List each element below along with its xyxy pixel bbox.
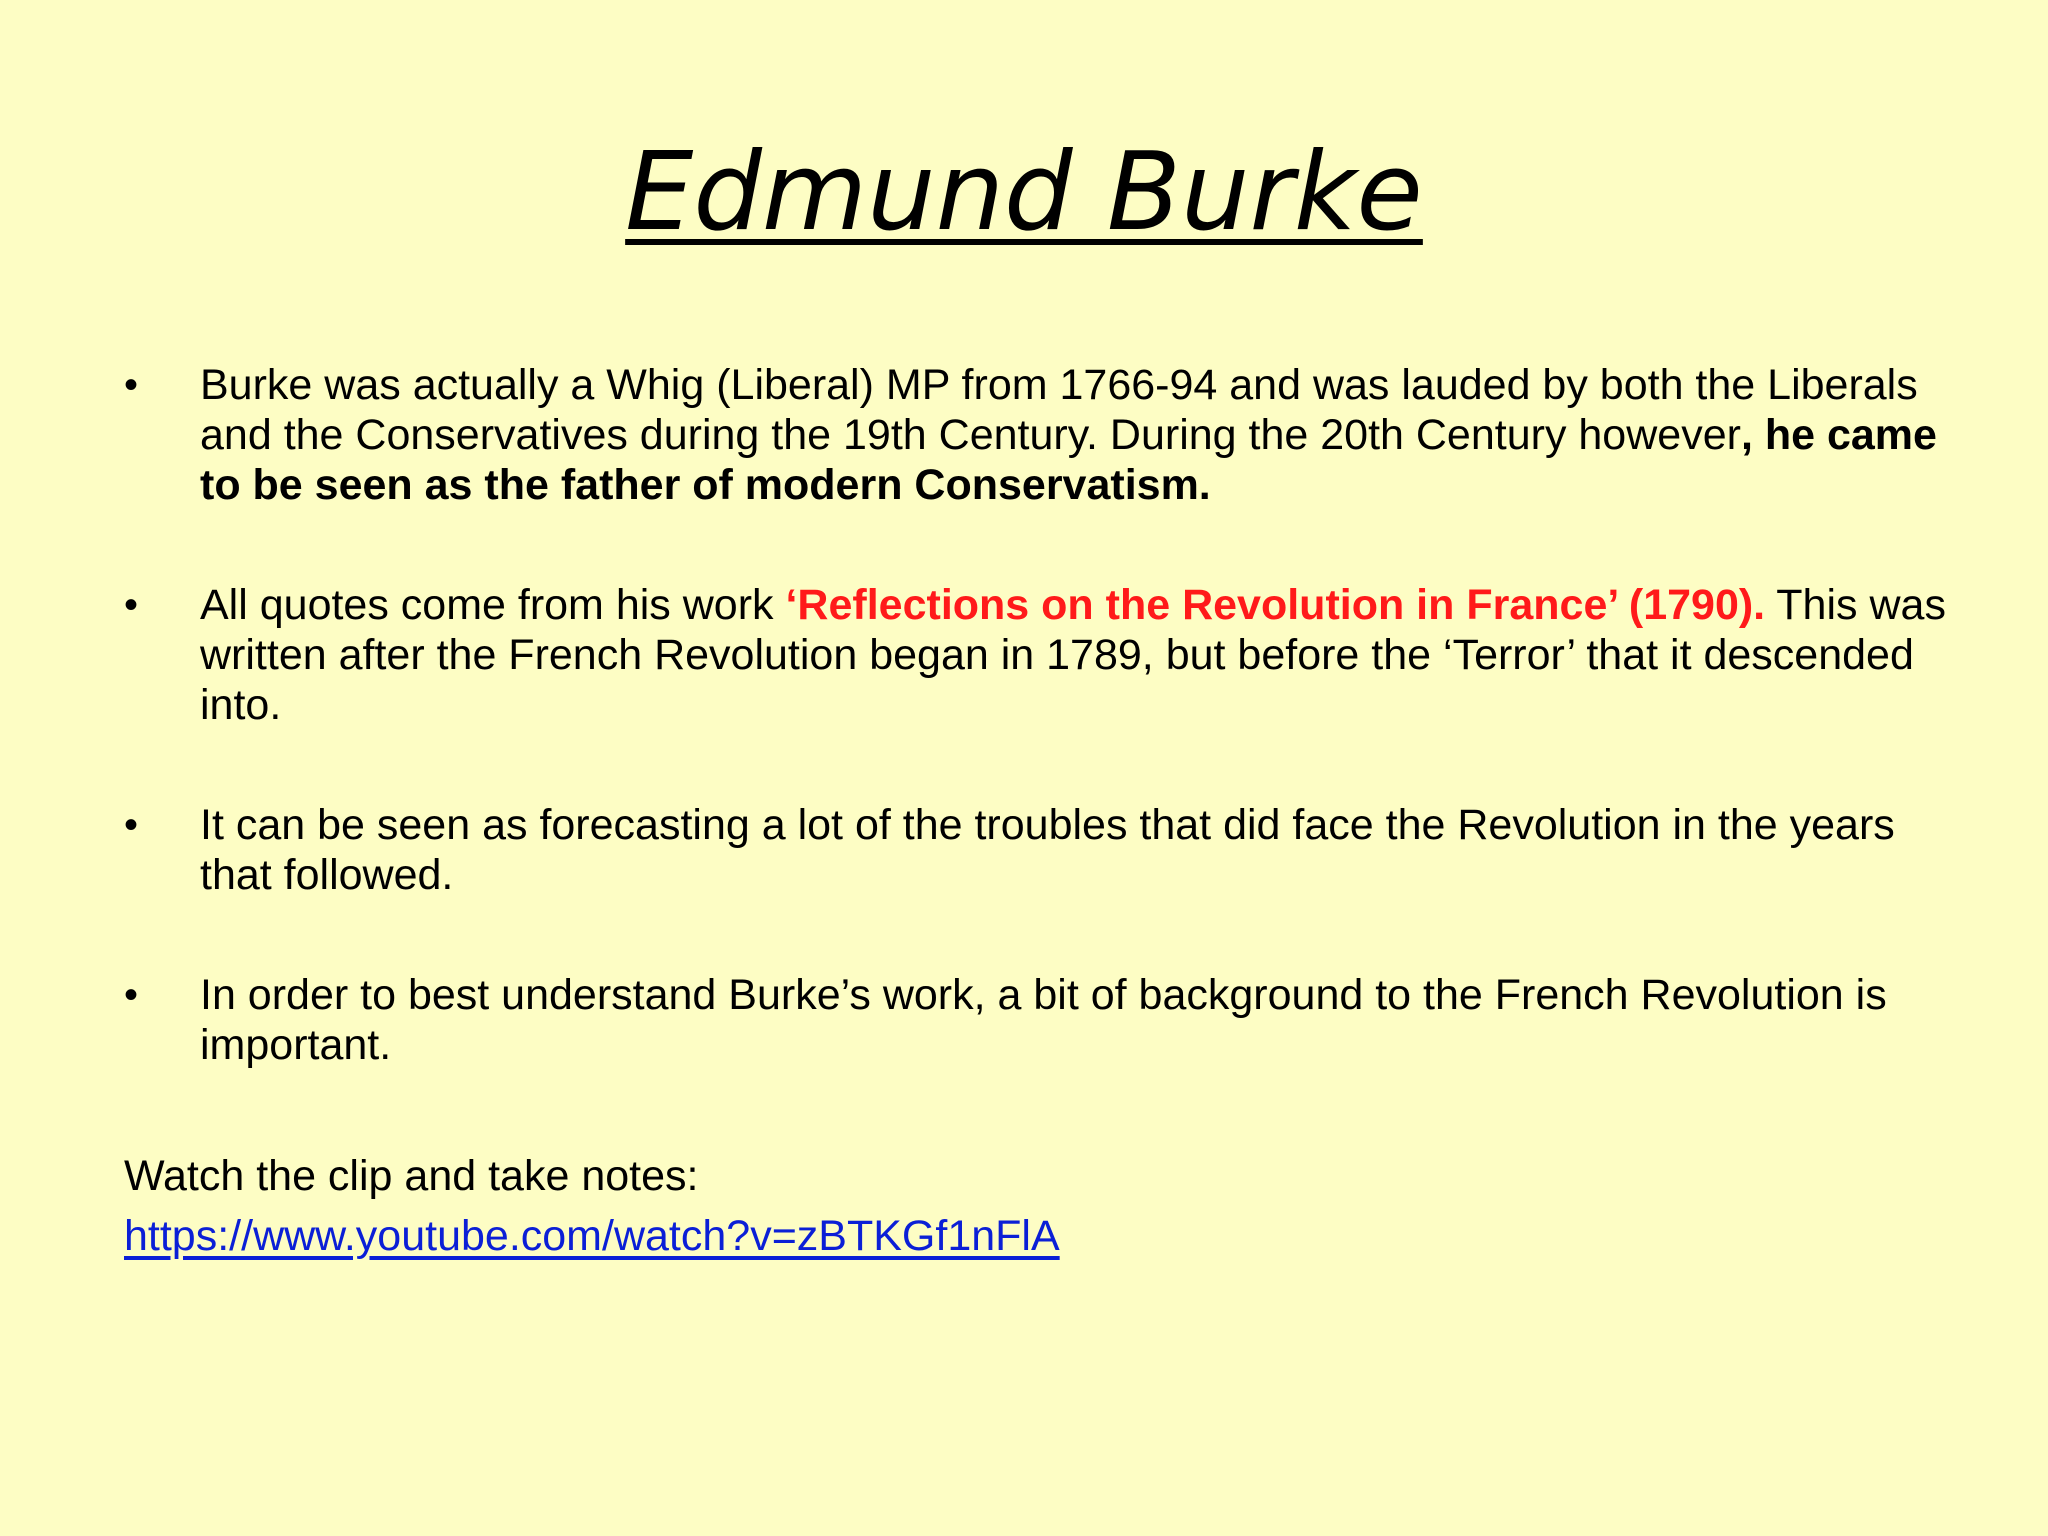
work-title-highlight: ‘Reflections on the Revolution in France’ (1790). bbox=[785, 581, 1766, 629]
bullet-item bbox=[120, 800, 1950, 900]
bullet-text: In order to best understand Burke’s work, a bit of background to the French Revolution is important. bbox=[200, 971, 1887, 1069]
youtube-link[interactable]: https://www.youtube.com/watch?v=zBTKGf1nFlA bbox=[124, 1212, 1060, 1260]
bullet-icon: • bbox=[124, 973, 139, 1017]
bullet-icon: • bbox=[124, 583, 139, 627]
bullet-list bbox=[120, 360, 1950, 1070]
bullet-text: It can be seen as forecasting a lot of the troubles that did face the Revolution in the years that followed. bbox=[200, 801, 1895, 899]
bullet-icon: • bbox=[124, 803, 139, 847]
watch-instruction: Watch the clip and take notes: bbox=[124, 1152, 699, 1200]
bullet-bold-text: , he came to be seen as the father of modern Conservatism. bbox=[200, 411, 1937, 509]
bullet-text: All quotes come from his work bbox=[200, 581, 786, 629]
bullet-item bbox=[120, 970, 1950, 1070]
bullet-item bbox=[120, 580, 1950, 730]
bullet-icon: • bbox=[124, 363, 139, 407]
bullet-text: This was written after the French Revolution began in 1789, but before the ‘Terror’ that it descended into. bbox=[200, 581, 1946, 729]
bullet-item bbox=[120, 360, 1950, 510]
slide-title: Edmund Burke bbox=[625, 130, 1423, 255]
bullet-text: Burke was actually a Whig (Liberal) MP from 1766-94 and was lauded by both the Liberals and the Conservatives during the 19th Century. During the 20th Century however bbox=[200, 361, 1918, 459]
